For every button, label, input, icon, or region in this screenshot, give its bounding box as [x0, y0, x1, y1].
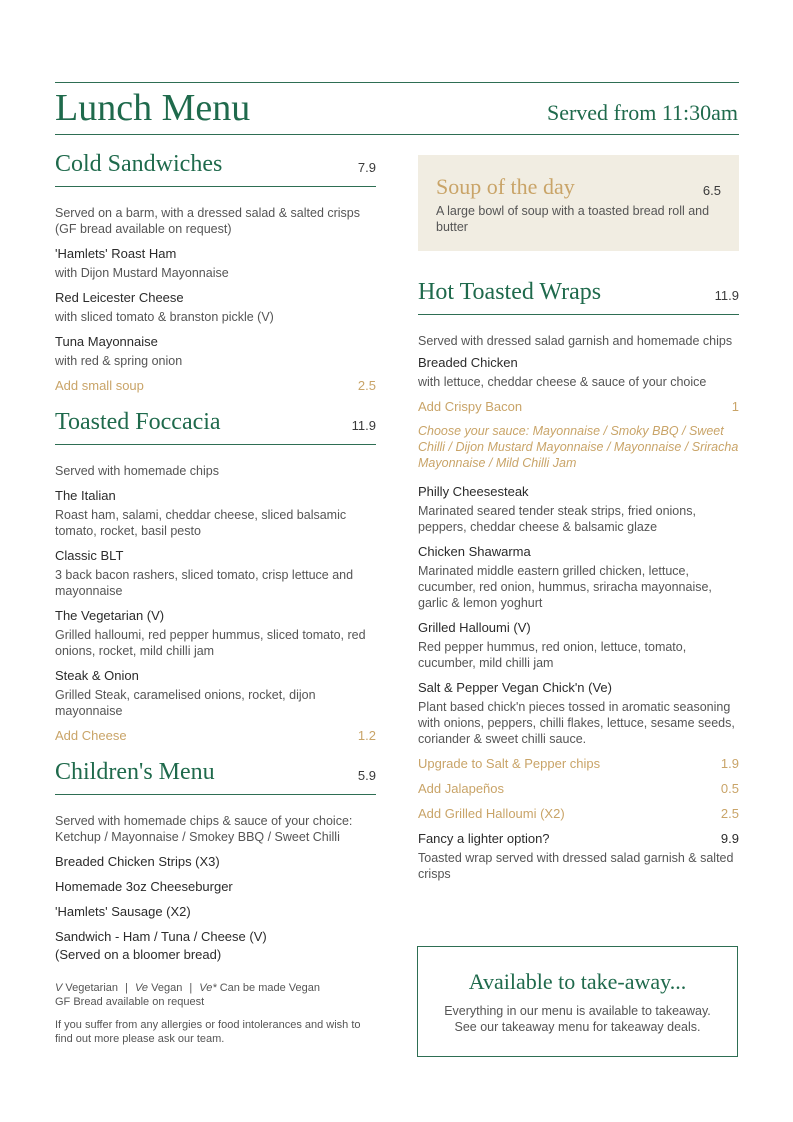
dietary-legend: [55, 981, 376, 995]
item-desc: 3 back bacon rashers, sliced tomato, crisp lettuce and mayonnaise: [55, 568, 354, 598]
header-rule: [55, 134, 739, 135]
separator: |: [189, 982, 193, 994]
left-column: [55, 150, 376, 1046]
item-name: Steak & Onion: [55, 668, 139, 683]
addon-row: [418, 755, 739, 772]
item-desc: Roast ham, salami, cheddar cheese, sliced balsamic tomato, rocket, basil pesto: [55, 508, 347, 538]
section-intro: Served on a barm, with a dressed salad & salted crisps (GF bread available on request): [55, 206, 361, 236]
item-desc: with Dijon Mustard Mayonnaise: [55, 266, 229, 280]
list-item: [418, 619, 739, 671]
addon-price: 0.5: [720, 781, 739, 796]
item-desc: Grilled halloumi, red pepper hummus, sliced tomato, red onions, rocket, mild chilli jam: [55, 628, 366, 658]
key-ve-label: Vegan: [151, 982, 183, 994]
section-price: 5.9: [357, 768, 376, 783]
item-desc: with sliced tomato & branston pickle (V): [55, 310, 274, 324]
item-name: Philly Cheesesteak: [418, 484, 529, 499]
addon-price: 1: [731, 399, 739, 414]
list-item: [55, 487, 376, 539]
addon-row: [55, 377, 376, 394]
lighter-name: Fancy a lighter option?: [418, 831, 550, 846]
addon-label: Add Crispy Bacon: [418, 399, 523, 414]
addon-price: 2.5: [720, 806, 739, 821]
takeaway-desc: Everything in our menu is available to takeaway.: [444, 1004, 711, 1018]
addon-label: Add Cheese: [55, 728, 127, 743]
item-name: Classic BLT: [55, 548, 124, 563]
item-desc: Marinated seared tender steak strips, fried onions, peppers, cheddar cheese & balsamic glaze: [418, 504, 696, 534]
item-name: Breaded Chicken: [418, 355, 518, 370]
soup-price: 6.5: [702, 183, 721, 198]
soup-box: [418, 155, 739, 251]
soup-desc: A large bowl of soup with a toasted bread roll and butter: [436, 204, 710, 234]
section-title: Toasted Foccacia: [55, 409, 221, 435]
right-column: [418, 278, 739, 882]
addon-label: Add small soup: [55, 378, 144, 393]
item-desc: Plant based chick'n pieces tossed in aromatic seasoning with onions, peppers, chilli flakes, lettuce, sesame seeds, coriander & sweet chilli sauce.: [418, 700, 735, 746]
list-item: [55, 667, 376, 719]
lighter-option: [418, 830, 739, 847]
list-item: Homemade 3oz Cheeseburger: [55, 879, 233, 894]
addon-price: 1.2: [357, 728, 376, 743]
section-intro: Served with homemade chips & sauce of your choice: Ketchup / Mayonnaise / Smokey BBQ / Sweet Chilli: [55, 814, 353, 844]
key-ves: Ve*: [199, 982, 217, 994]
list-item: [55, 245, 376, 281]
list-item: [55, 547, 376, 599]
key-ve: Ve: [135, 982, 149, 994]
key-ves-label: Can be made Vegan: [219, 982, 320, 994]
list-item: Breaded Chicken Strips (X3): [55, 854, 220, 869]
separator: |: [125, 982, 128, 994]
section-title: Cold Sandwiches: [55, 151, 223, 177]
item-name: Salt & Pepper Vegan Chick'n (Ve): [418, 680, 612, 695]
top-rule: [55, 82, 739, 83]
list-item: [418, 679, 739, 747]
item-name: Chicken Shawarma: [418, 544, 531, 559]
item-name: Red Leicester Cheese: [55, 290, 184, 305]
takeaway-title: Available to take-away...: [468, 969, 687, 994]
list-item: [418, 483, 739, 535]
addon-row: [418, 398, 739, 415]
item-name: The Italian: [55, 488, 116, 503]
addon-label: Upgrade to Salt & Pepper chips: [418, 756, 601, 771]
key-v: V: [55, 982, 63, 994]
section-price: 11.9: [714, 288, 739, 303]
list-item: [418, 543, 739, 611]
addon-row: [55, 727, 376, 744]
section-price: 11.9: [351, 418, 376, 433]
list-item: 'Hamlets' Sausage (X2): [55, 904, 191, 919]
gf-note: GF Bread available on request: [55, 996, 205, 1008]
item-name: 'Hamlets' Roast Ham: [55, 246, 177, 261]
addon-price: 2.5: [357, 378, 376, 393]
list-item: [55, 289, 376, 325]
takeaway-desc: See our takeaway menu for takeaway deals.: [454, 1020, 701, 1034]
section-title: Children's Menu: [55, 759, 215, 785]
addon-row: [418, 780, 739, 797]
dietary-key: [55, 981, 376, 1046]
item-desc: with red & spring onion: [55, 354, 183, 368]
section-header: [55, 150, 376, 187]
page-title: Lunch Menu: [55, 87, 251, 129]
lighter-price: 9.9: [720, 831, 739, 846]
list-item: [55, 607, 376, 659]
sauce-note: Choose your sauce: Mayonnaise / Smoky BBQ / Sweet Chilli / Dijon Mustard Mayonnaise / Mayonnaise / Sriracha Mayonnaise / Mild Chilli Jam: [418, 424, 739, 470]
allergy-note: If you suffer from any allergies or food intolerances and wish to find out more please ask our team.: [55, 1019, 361, 1045]
hot-toasted-wraps-section: [418, 278, 739, 882]
takeaway-box: [417, 946, 738, 1057]
lighter-desc: Toasted wrap served with dressed salad garnish & salted crisps: [418, 851, 734, 881]
item-desc: Red pepper hummus, red onion, lettuce, tomato, cucumber, mild chilli jam: [418, 640, 687, 670]
list-item: (Served on a bloomer bread): [55, 947, 222, 962]
addon-label: Add Grilled Halloumi (X2): [418, 806, 565, 821]
item-name: Tuna Mayonnaise: [55, 334, 158, 349]
section-price: 7.9: [357, 160, 376, 175]
item-name: The Vegetarian (V): [55, 608, 165, 623]
item-name: Grilled Halloumi (V): [418, 620, 531, 635]
section-header: [55, 408, 376, 445]
list-item: Sandwich - Ham / Tuna / Cheese (V): [55, 929, 267, 944]
soup-title: Soup of the day: [436, 174, 575, 199]
section-header: [55, 758, 376, 795]
section-header: [418, 278, 739, 315]
addon-label: Add Jalapeños: [418, 781, 505, 796]
item-desc: Grilled Steak, caramelised onions, rocket, dijon mayonnaise: [55, 688, 316, 718]
key-v-label: Vegetarian: [65, 982, 119, 994]
section-intro: Served with homemade chips: [55, 464, 219, 478]
section-intro: Served with dressed salad garnish and homemade chips: [418, 334, 733, 348]
served-time: Served from 11:30am: [546, 100, 738, 125]
addon-row: [418, 805, 739, 822]
childrens-menu-section: [55, 758, 376, 963]
addon-price: 1.9: [720, 756, 739, 771]
cold-sandwiches-section: [55, 150, 376, 394]
item-desc: with lettuce, cheddar cheese & sauce of your choice: [418, 375, 707, 389]
toasted-foccacia-section: [55, 408, 376, 744]
list-item: [55, 333, 376, 369]
section-title: Hot Toasted Wraps: [418, 279, 602, 305]
item-desc: Marinated middle eastern grilled chicken, lettuce, cucumber, red onion, hummus, sriracha mayonnaise, garlic & lemon yoghurt: [418, 564, 712, 610]
